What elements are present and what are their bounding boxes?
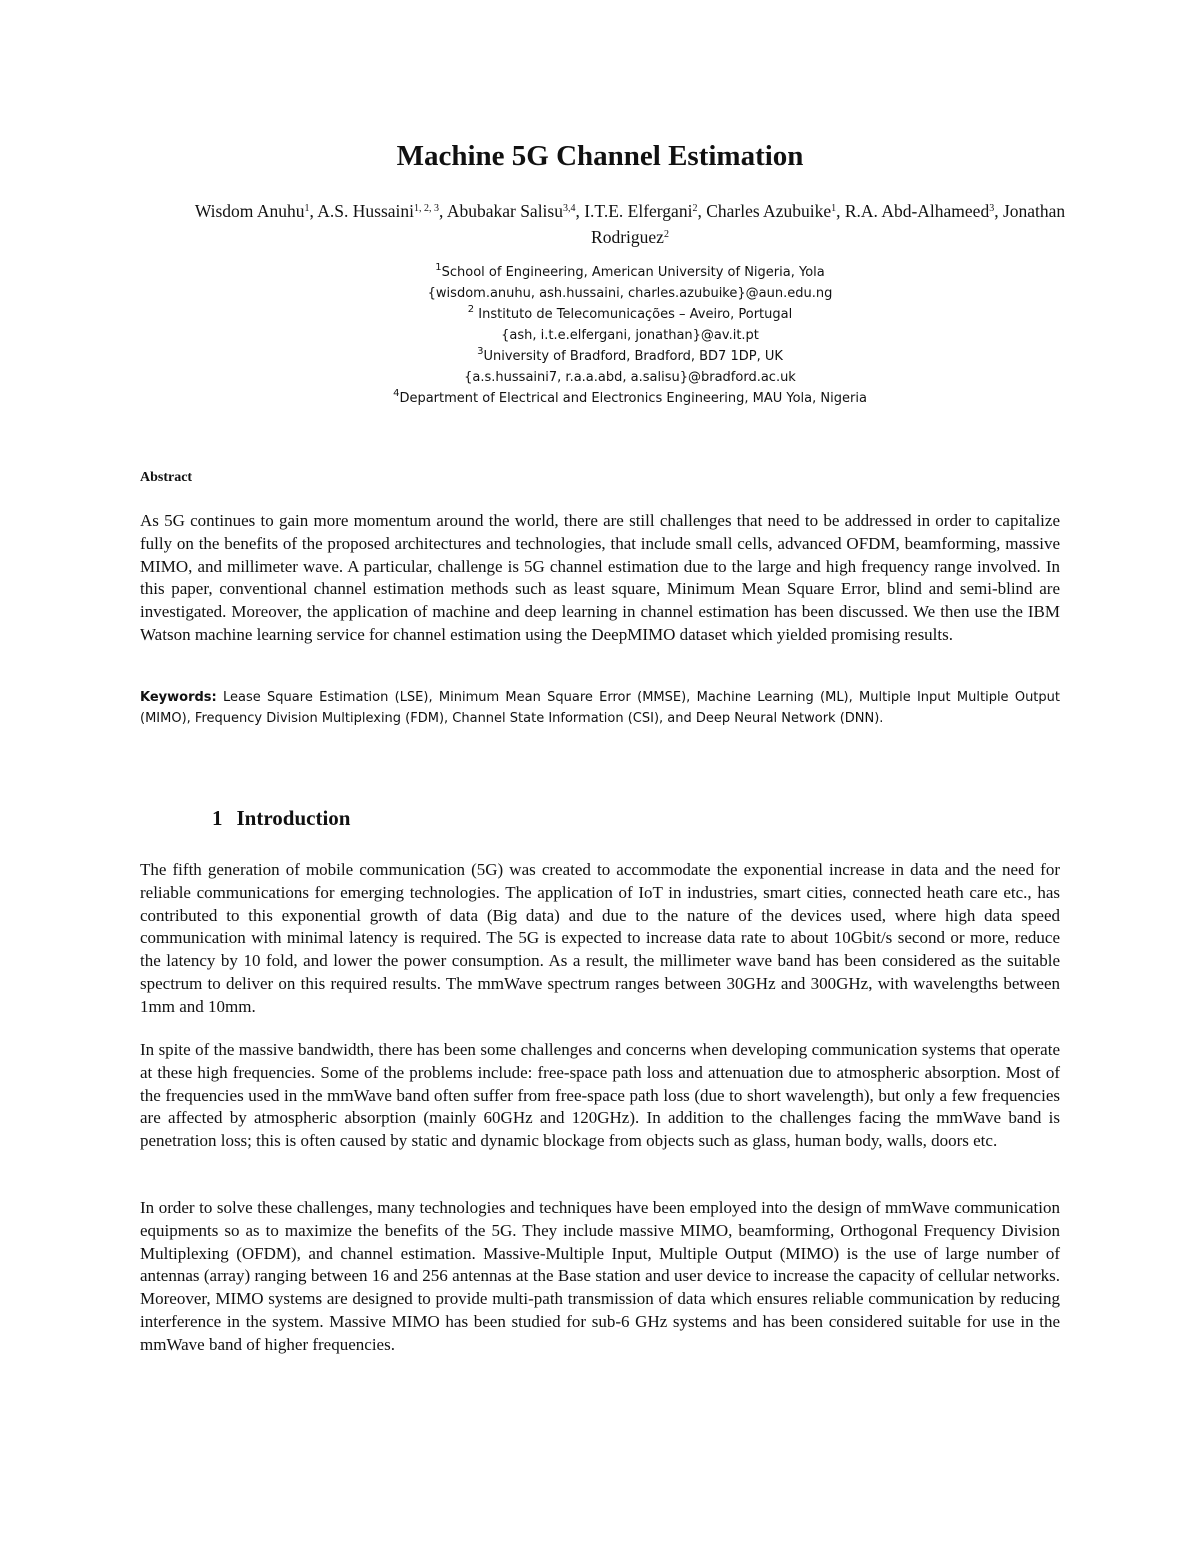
keywords — [140, 687, 1060, 729]
author-name: Abubakar Salisu — [446, 201, 563, 221]
affiliation-text: Instituto de Telecomunicações – Aveiro, Portugal — [474, 307, 793, 322]
intro-paragraph-1: The fifth generation of mobile communication (5G) was created to accommodate the exponential increase in data and the need for reliable communications for emerging technologies. The application of IoT in industries, smart cities, connected heath care etc., has contributed to this exponential growth of data (Big data) and due to the nature of the devices used, where high data speed communication with minimal latency is required. The 5G is expected to increase data rate to about 10Gbit/s second or more, reduce the latency by 10 fold, and lower the power consumption. As a result, the millimeter wave band has been considered as the suitable spectrum to deliver on this required results. The mmWave spectrum ranges between 30GHz and 300GHz, with wavelengths between 1mm and 10mm. — [140, 860, 1060, 1016]
author-separator: , — [439, 201, 447, 221]
intro-paragraph-2: In spite of the massive bandwidth, there has been some challenges and concerns when developing communication systems that operate at these high frequencies. Some of the problems include: free-space path loss and attenuation due to atmospheric absorption. Most of the frequencies used in the mmWave band often suffer from free-space path loss (due to short wavelength), but only a few frequencies are affected by atmospheric absorption (mainly 60GHz and 120GHz). In addition to the challenges facing the mmWave band is penetration loss; this is often caused by static and dynamic blockage from objects such as glass, human body, walls, doors etc. — [140, 1040, 1060, 1151]
author-name: R.A. Abd-Alhameed — [844, 201, 990, 221]
affiliation-text: {ash, i.t.e.elfergani, jonathan}@av.it.pt — [501, 328, 759, 343]
author — [195, 201, 317, 221]
section-title: Introduction — [236, 806, 351, 830]
affiliation — [150, 304, 1110, 325]
author-list — [190, 198, 1070, 250]
keywords-text: Lease Square Estimation (LSE), Minimum Mean Square Error (MMSE), Machine Learning (ML), Multiple Input Multiple Output (MIMO), Frequency Division Multiplexing (FDM), Channel State Information (CSI), and Deep Neural Network (DNN). — [140, 690, 1060, 726]
affiliation-mark: 2 — [467, 304, 475, 315]
author — [584, 201, 706, 221]
affiliation-text: {a.s.hussaini7, r.a.a.abd, a.salisu}@bradford.ac.uk — [464, 370, 796, 385]
affiliation-emails — [150, 367, 1110, 388]
author — [447, 201, 584, 221]
author-name: Wisdom Anuhu — [194, 201, 305, 221]
affiliation-list — [150, 262, 1110, 409]
author-name: A.S. Hussaini — [317, 201, 415, 221]
author-affiliation-mark: 3,4 — [562, 203, 576, 214]
paper-title: Machine 5G Channel Estimation — [396, 140, 804, 172]
affiliation-text: University of Bradford, Bradford, BD7 1DP, UK — [483, 349, 783, 364]
author-separator: , — [697, 201, 707, 221]
author-name: Jonathan Rodriguez — [591, 201, 1066, 247]
abstract-heading: Abstract — [140, 470, 193, 485]
affiliation — [150, 346, 1110, 367]
author-name: I.T.E. Elfergani — [584, 201, 693, 221]
affiliation-mark: 3 — [477, 346, 484, 357]
author — [317, 201, 447, 221]
author-separator: , — [994, 201, 1003, 221]
affiliation — [150, 262, 1110, 283]
affiliation — [150, 388, 1110, 409]
intro-paragraph-3: In order to solve these challenges, many technologies and techniques have been employed into the design of mmWave communication equipments so as to maximize the benefits of the 5G. They include massive MIMO, beamforming, Orthogonal Frequency Division Multiplexing (OFDM), and channel estimation. Massive-Multiple Input, Multiple Output (MIMO) is the use of large number of antennas (array) ranging between 16 and 256 antennas at the Base station and user device to increase the capacity of cellular networks. Moreover, MIMO systems are designed to provide multi-path transmission of data which ensures reliable communication by reducing interference in the system. Massive MIMO has been studied for sub-6 GHz systems and has been considered suitable for use in the mmWave band of higher frequencies. — [140, 1198, 1060, 1354]
author-affiliation-mark: 1 — [831, 203, 837, 214]
affiliation-emails — [150, 325, 1110, 346]
affiliation-mark: 4 — [393, 388, 400, 399]
affiliation-text: School of Engineering, American University of Nigeria, Yola — [441, 265, 825, 280]
author-affiliation-mark: 1, 2, 3 — [414, 203, 440, 214]
affiliation-mark: 1 — [435, 262, 442, 273]
author-affiliation-mark: 3 — [989, 203, 995, 214]
author-separator: , — [575, 201, 585, 221]
section-number: 1 — [212, 806, 223, 830]
author — [706, 201, 845, 221]
author-name: Charles Azubuike — [706, 201, 832, 221]
author-separator: , — [836, 201, 845, 221]
author-separator: , — [309, 201, 318, 221]
affiliation-text: Department of Electrical and Electronics Engineering, MAU Yola, Nigeria — [399, 391, 867, 406]
author — [845, 201, 1003, 221]
section-heading-introduction — [212, 806, 350, 831]
author-affiliation-mark: 1 — [304, 203, 310, 214]
abstract-text: As 5G continues to gain more momentum around the world, there are still challenges that need to be addressed in order to capitalize fully on the benefits of the proposed architectures and technologies, that include small cells, advanced OFDM, beamforming, massive MIMO, and millimeter wave. A particular, challenge is 5G channel estimation due to the large and high frequency range involved. In this paper, conventional channel estimation methods such as least square, Minimum Mean Square Error, blind and semi-blind are investigated. Moreover, the application of machine and deep learning in channel estimation has been discussed. We then use the IBM Watson machine learning service for channel estimation using the DeepMIMO dataset which yielded promising results. — [140, 511, 1060, 644]
keywords-label: Keywords: — [140, 690, 217, 705]
affiliation-text: {wisdom.anuhu, ash.hussaini, charles.azubuike}@aun.edu.ng — [427, 286, 833, 301]
author-affiliation-mark: 2 — [663, 229, 669, 240]
affiliation-emails — [150, 283, 1110, 304]
author-affiliation-mark: 2 — [692, 203, 698, 214]
